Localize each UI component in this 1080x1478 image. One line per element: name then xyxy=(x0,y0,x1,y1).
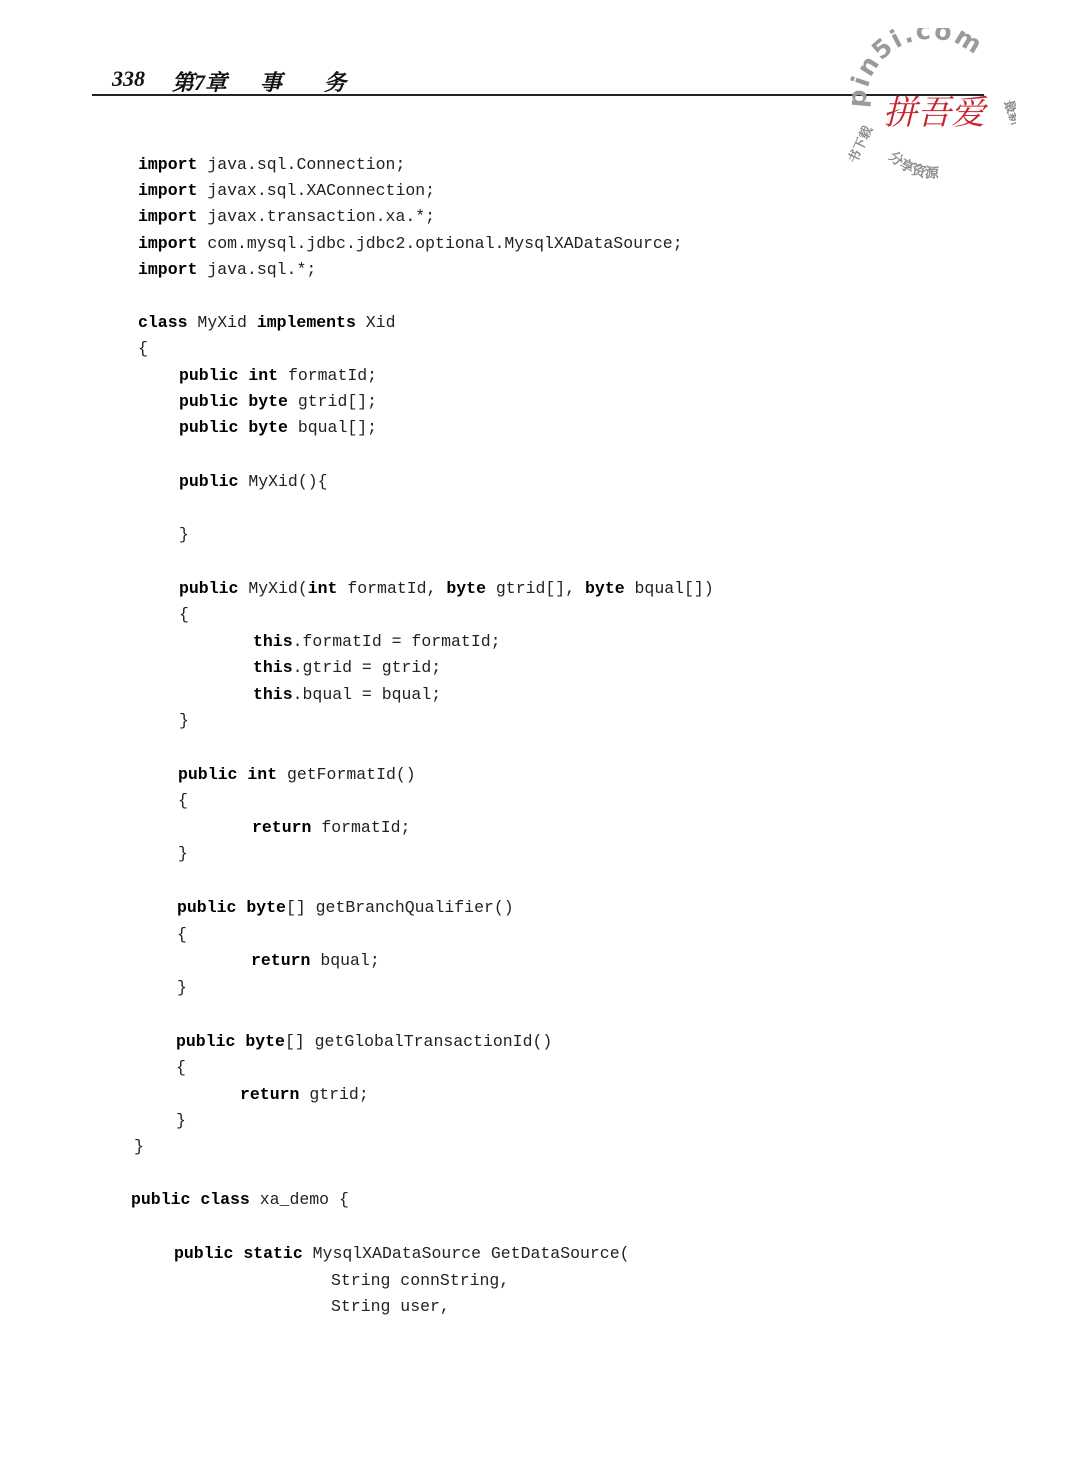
code-line xyxy=(251,951,380,971)
code-text xyxy=(190,1190,200,1209)
code-text xyxy=(236,898,246,917)
code-text xyxy=(235,1032,245,1051)
code-keyword: public xyxy=(179,472,239,491)
code-line xyxy=(179,366,377,386)
code-line xyxy=(177,925,187,945)
code-text: MyXid( xyxy=(238,579,308,598)
code-keyword: public xyxy=(179,418,239,437)
code-line xyxy=(174,1244,630,1264)
code-keyword: public xyxy=(179,392,239,411)
code-text: } xyxy=(178,844,188,863)
code-keyword: import xyxy=(138,155,198,174)
svg-text:分享资源: 分享资源 xyxy=(885,148,940,182)
code-text xyxy=(238,392,248,411)
chapter-label: 第7章 xyxy=(172,70,228,95)
code-line xyxy=(138,181,435,201)
code-line xyxy=(138,234,683,254)
code-line xyxy=(179,711,189,731)
code-text xyxy=(233,1244,243,1263)
code-line xyxy=(176,1111,186,1131)
code-line xyxy=(179,472,328,492)
code-keyword: public xyxy=(178,765,238,784)
code-line xyxy=(178,791,188,811)
code-text: [] getGlobalTransactionId() xyxy=(284,1032,553,1051)
code-text: getFormatId() xyxy=(277,765,416,784)
code-line xyxy=(138,207,435,227)
code-text: } xyxy=(179,711,189,730)
code-keyword: return xyxy=(240,1085,300,1104)
code-text: MyXid(){ xyxy=(238,472,328,491)
code-keyword: public xyxy=(176,1032,236,1051)
code-keyword: public xyxy=(177,898,237,917)
code-text: .gtrid = gtrid; xyxy=(292,658,442,677)
page-number: 338 xyxy=(112,66,145,91)
code-keyword: public xyxy=(131,1190,191,1209)
code-line xyxy=(176,1032,552,1052)
code-text: } xyxy=(179,525,189,544)
code-line xyxy=(178,844,188,864)
svg-text:最新: 最新 xyxy=(1000,98,1016,128)
code-keyword: byte xyxy=(585,579,625,598)
svg-text:拼吾爱: 拼吾爱 xyxy=(883,93,985,133)
code-keyword: byte xyxy=(246,898,286,917)
code-keyword: import xyxy=(138,260,198,279)
code-line xyxy=(131,1190,349,1210)
code-keyword: implements xyxy=(256,313,356,332)
code-keyword: class xyxy=(200,1190,250,1209)
code-text: { xyxy=(176,1058,186,1077)
code-keyword: byte xyxy=(446,579,486,598)
code-text: bqual[]; xyxy=(287,418,378,437)
code-text: formatId; xyxy=(311,818,411,837)
code-keyword: static xyxy=(243,1244,303,1263)
code-keyword: public xyxy=(179,366,239,385)
code-line xyxy=(138,339,148,359)
chapter-title-char-2: 务 xyxy=(324,70,347,95)
code-line xyxy=(179,392,377,412)
code-line xyxy=(138,155,405,175)
code-text: bqual; xyxy=(310,951,380,970)
code-line xyxy=(179,525,189,545)
code-text: xa_demo { xyxy=(249,1190,349,1209)
code-keyword: return xyxy=(251,951,311,970)
code-text: MyXid xyxy=(187,313,257,332)
code-line xyxy=(331,1297,450,1317)
code-line xyxy=(134,1137,144,1157)
code-text xyxy=(237,765,247,784)
code-line xyxy=(176,1058,186,1078)
code-text: } xyxy=(176,1111,186,1130)
svg-text:pin5i.com: in5i.com xyxy=(846,28,989,91)
code-keyword: this xyxy=(253,632,293,651)
code-line xyxy=(252,818,410,838)
code-text: gtrid; xyxy=(299,1085,369,1104)
code-text: formatId; xyxy=(278,366,378,385)
code-keyword: int xyxy=(247,765,278,784)
code-keyword: import xyxy=(138,181,198,200)
code-line xyxy=(177,898,514,918)
code-keyword: byte xyxy=(245,1032,285,1051)
code-text: .formatId = formatId; xyxy=(292,632,501,651)
code-keyword: import xyxy=(138,234,198,253)
code-keyword: byte xyxy=(248,392,288,411)
code-line xyxy=(253,658,441,678)
code-text: { xyxy=(178,791,188,810)
code-text: { xyxy=(138,339,148,358)
code-text: formatId, xyxy=(337,579,447,598)
code-text: [] getBranchQualifier() xyxy=(285,898,514,917)
code-text: java.sql.Connection; xyxy=(197,155,406,174)
code-keyword: this xyxy=(253,685,293,704)
code-keyword: public xyxy=(179,579,239,598)
code-text xyxy=(238,418,248,437)
code-line xyxy=(138,313,395,333)
svg-text:书下载: 书下载 xyxy=(846,123,877,166)
code-text: MysqlXADataSource GetDataSource( xyxy=(302,1244,630,1263)
code-keyword: byte xyxy=(248,418,288,437)
code-line xyxy=(179,605,189,625)
code-text: javax.transaction.xa.*; xyxy=(197,207,436,226)
code-text: bqual[]) xyxy=(624,579,714,598)
code-text: Xid xyxy=(355,313,396,332)
code-text: .bqual = bqual; xyxy=(292,685,442,704)
code-text: } xyxy=(134,1137,144,1156)
code-keyword: return xyxy=(252,818,312,837)
code-keyword: int xyxy=(307,579,338,598)
code-keyword: class xyxy=(138,313,188,332)
code-text: String user, xyxy=(331,1297,450,1316)
chapter-title-char-1: 事 xyxy=(260,70,283,95)
code-text: { xyxy=(177,925,187,944)
code-keyword: this xyxy=(253,658,293,677)
code-line xyxy=(240,1085,369,1105)
code-line xyxy=(253,632,501,652)
code-line xyxy=(177,978,187,998)
code-keyword: int xyxy=(248,366,279,385)
code-text: gtrid[]; xyxy=(287,392,378,411)
code-line xyxy=(179,579,714,599)
code-line xyxy=(331,1271,509,1291)
code-text: } xyxy=(177,978,187,997)
code-keyword: public xyxy=(174,1244,234,1263)
code-text xyxy=(238,366,248,385)
code-keyword: import xyxy=(138,207,198,226)
code-text: javax.sql.XAConnection; xyxy=(197,181,436,200)
code-text: String connString, xyxy=(331,1271,510,1290)
code-text: java.sql.*; xyxy=(197,260,317,279)
code-text: gtrid[], xyxy=(485,579,586,598)
code-line xyxy=(138,260,316,280)
code-text: { xyxy=(179,605,189,624)
code-text: com.mysql.jdbc.jdbc2.optional.MysqlXADataSource; xyxy=(197,234,683,253)
code-line xyxy=(179,418,377,438)
code-line xyxy=(253,685,441,705)
code-line xyxy=(178,765,416,785)
